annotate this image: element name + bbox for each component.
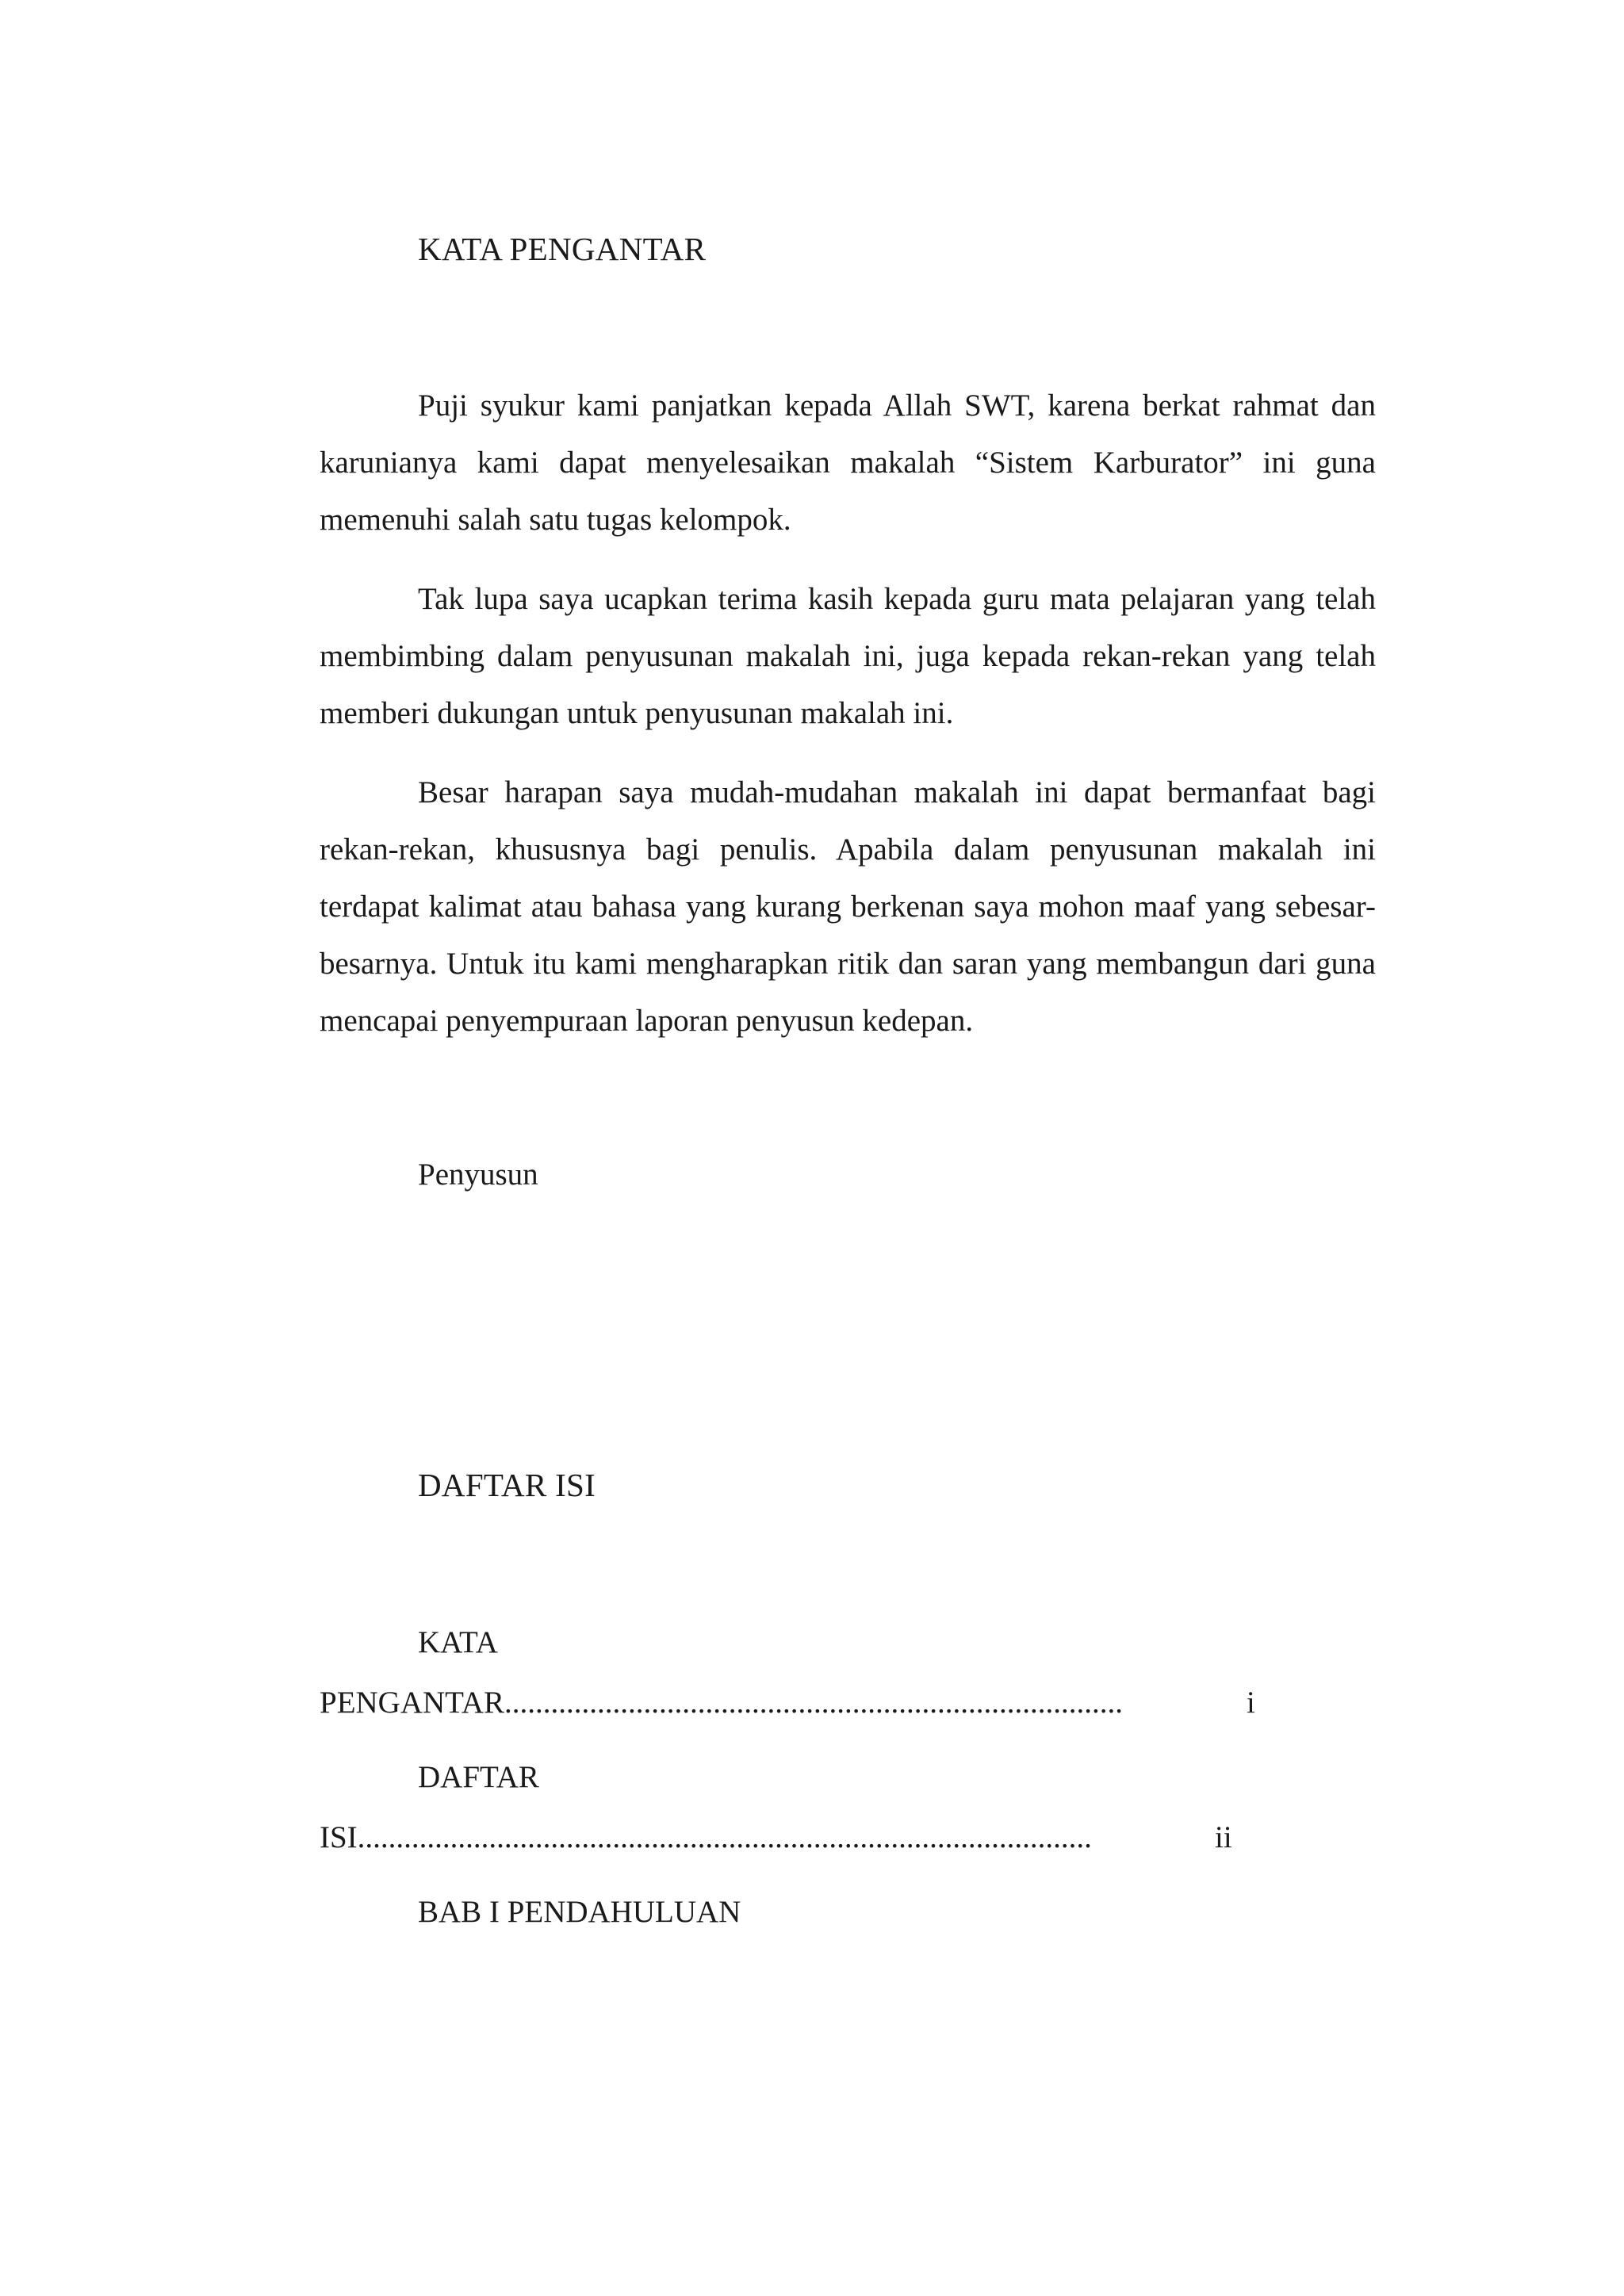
signature-label: Penyusun [418,1158,538,1192]
toc-entry-1-line1: KATA [418,1625,498,1659]
toc-entry-2-line2: ISI............................................................................................... [320,1820,1092,1854]
preface-paragraph-1: Puji syukur kami panjatkan kepada Allah SWT, karena berkat rahmat dan karunianya kami dapat menyelesaikan makalah “Sistem Karburator” ini guna memenuhi salah satu tugas kelompok. [320,388,1376,537]
preface-paragraph-2: Tak lupa saya ucapkan terima kasih kepada guru mata pelajaran yang telah membimbing dalam penyusunan makalah ini, juga kepada rekan-rekan yang telah memberi dukungan untuk penyusunan makalah ini. [320,582,1376,730]
toc-entry-2-line1: DAFTAR [418,1760,539,1794]
toc-entry-1-page: i [1247,1686,1255,1720]
preface-paragraph-3: Besar harapan saya mudah-mudahan makalah ini dapat bermanfaat bagi rekan-rekan, khususnya bagi penulis. Apabila dalam penyusunan makalah ini terdapat kalimat atau bahasa yang kurang berkenan saya mohon maaf yang sebesar-besarnya. Untuk itu kami mengharapkan ritik dan saran yang membangun dari guna mencapai penyempuraan laporan penyusun kedepan. [320,775,1376,1038]
toc-entry-1-line2: PENGANTAR................................................................................ [320,1686,1124,1720]
toc-entry-3: BAB I PENDAHULUAN [418,1895,741,1929]
toc-title: DAFTAR ISI [418,1467,596,1503]
preface-title: KATA PENGANTAR [418,231,707,267]
toc-entry-2-page: ii [1215,1820,1232,1854]
